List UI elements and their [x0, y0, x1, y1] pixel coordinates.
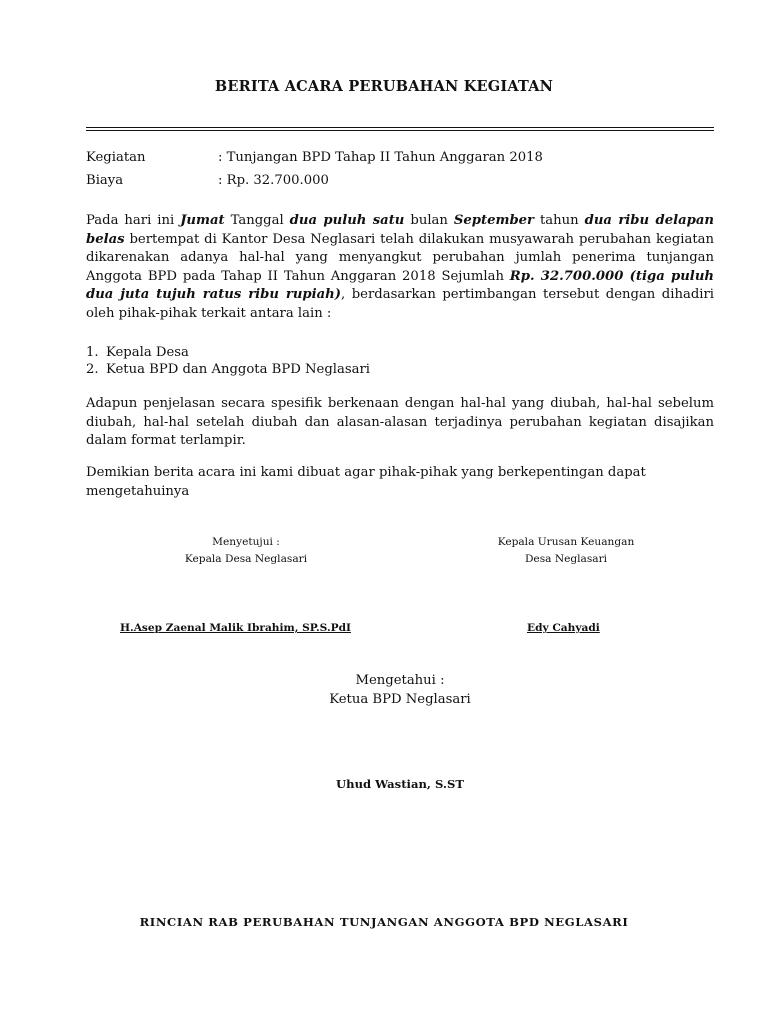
day-name: Jumat: [180, 213, 225, 228]
list-text: Kepala Desa: [106, 345, 189, 360]
signature-right-line1: Kepala Urusan Keuangan: [497, 536, 635, 548]
document-title: BERITA ACARA PERUBAHAN KEGIATAN: [214, 78, 554, 95]
info-kegiatan-row: [86, 150, 543, 165]
list-number: 1.: [86, 345, 99, 360]
paragraph-opening: [86, 212, 714, 324]
attendee-list: [86, 344, 370, 378]
text-run: Pada hari ini: [86, 213, 181, 228]
attachment-title: RINCIAN RAB PERUBAHAN TUNJANGAN ANGGOTA BPD NEGLASARI: [139, 915, 629, 929]
month-name: September: [453, 213, 535, 228]
title-rule-top: [86, 127, 714, 128]
biaya-value: : Rp. 32.700.000: [218, 173, 329, 188]
signature-left-line1: Menyetujui :: [212, 536, 280, 548]
text-run: tahun: [534, 213, 585, 228]
biaya-label: Biaya: [86, 173, 124, 188]
list-item: [86, 344, 370, 361]
list-text: Ketua BPD dan Anggota BPD Neglasari: [106, 362, 371, 377]
text-run: , berdasarkan pertimbangan tersebut dengan dihadiri oleh pihak-pihak terkait antara lain :: [86, 287, 714, 321]
text-run: bertempat di Kantor Desa Neglasari telah dilakukan musyawarah perubahan kegiatan dikarenakan adanya hal-hal yang menyangkut perubahan jumlah penerima tunjangan Anggota BPD pada Tahap II Tahun Anggaran 2018 Sejumlah: [86, 231, 714, 284]
title-rule-bottom: [86, 130, 714, 131]
kegiatan-value: : Tunjangan BPD Tahap II Tahun Anggaran 2018: [218, 150, 543, 165]
text-run: Tanggal: [224, 213, 290, 228]
signature-left-line2: Kepala Desa Neglasari: [184, 553, 308, 565]
list-item: [86, 361, 370, 378]
text-run: bulan: [404, 213, 454, 228]
signature-left-block: [156, 534, 336, 568]
paragraph-explanation: Adapun penjelasan secara spesifik berkenaan dengan hal-hal yang diubah, hal-hal sebelum diubah, hal-hal setelah diubah dan alasan-alasan terjadinya perubahan kegiatan disajikan dalam format terlampir.: [86, 396, 714, 449]
kegiatan-label: Kegiatan: [86, 150, 146, 165]
signature-right-block: [466, 534, 666, 568]
paragraph-closing: Demikian berita acara ini kami dibuat agar pihak-pihak yang berkepentingan dapat mengetahuinya: [86, 465, 646, 499]
signature-center-block: [284, 671, 516, 709]
list-number: 2.: [86, 362, 99, 377]
amount-words: Rp. 32.700.000 (tiga puluh dua juta tujuh ratus ribu rupiah): [86, 268, 714, 303]
year-words: dua ribu delapan belas: [86, 213, 714, 247]
info-biaya-row: [86, 173, 329, 188]
signature-center-line1: Mengetahui :: [355, 673, 445, 688]
signature-right-line2: Desa Neglasari: [524, 553, 608, 565]
signature-right-name: Edy Cahyadi: [527, 622, 600, 634]
date-words: dua puluh satu: [289, 213, 405, 228]
signature-center-name: Uhud Wastian, S.ST: [336, 777, 464, 791]
signature-center-line2: Ketua BPD Neglasari: [329, 692, 471, 707]
signature-left-name: H.Asep Zaenal Malik Ibrahim, SP.S.PdI: [120, 622, 351, 634]
